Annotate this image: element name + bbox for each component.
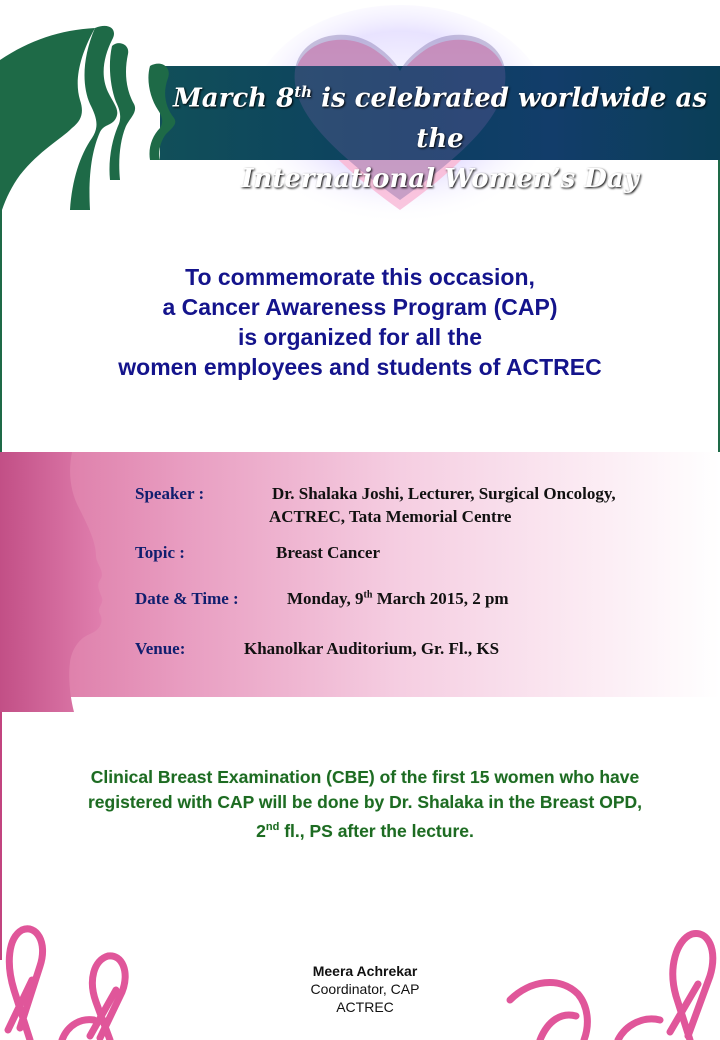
intro-text (60, 262, 660, 382)
page-title (160, 72, 720, 199)
datetime-value (287, 589, 509, 609)
topic-label: Topic : (135, 543, 185, 562)
speaker-label: Speaker : (135, 484, 205, 503)
title-line-1-sup: th (294, 83, 313, 101)
cbe-note (30, 765, 700, 844)
cbe-line-3-sup: nd (265, 821, 280, 833)
title-line-1-pre: March 8 (173, 83, 295, 114)
cbe-line-2: registered with CAP will be done by Dr. Shalaka in the Breast OPD, (88, 792, 642, 812)
pink-ribbon-icon (0, 920, 160, 1040)
coordinator-role: Coordinator, CAP (310, 981, 420, 997)
cbe-line-3 (30, 815, 700, 844)
pink-ribbon-icon (500, 920, 720, 1040)
women-silhouettes-icon (0, 0, 180, 210)
datetime-sup: th (363, 589, 373, 601)
face-profile-icon (0, 452, 130, 712)
coordinator-org: ACTREC (336, 999, 394, 1015)
intro-line-2: a Cancer Awareness Program (CAP) (162, 294, 558, 320)
speaker-value-line-2: ACTREC, Tata Memorial Centre (269, 507, 512, 526)
datetime-post: March 2015, 2 pm (372, 589, 509, 608)
cbe-line-3-post: fl., PS after the lecture. (279, 820, 474, 841)
speaker-value-line-1: Dr. Shalaka Joshi, Lecturer, Surgical Oncology, (272, 484, 616, 503)
coordinator-name: Meera Achrekar (312, 963, 418, 979)
title-line-2: International Women’s Day (241, 163, 639, 194)
cbe-line-1: Clinical Breast Examination (CBE) of the first 15 women who have (90, 767, 640, 787)
topic-value: Breast Cancer (276, 543, 381, 562)
venue-value: Khanolkar Auditorium, Gr. Fl., KS (244, 639, 500, 658)
title-line-1 (160, 72, 720, 159)
header-banner (160, 66, 720, 194)
intro-line-3: is organized for all the (237, 324, 483, 350)
intro-line-1: To commemorate this occasion, (185, 264, 535, 290)
cbe-line-3-pre: 2 (256, 820, 266, 841)
intro-line-4: women employees and students of ACTREC (118, 354, 602, 380)
venue-label: Venue: (135, 639, 186, 658)
datetime-pre: Monday, 9 (287, 589, 364, 608)
signature-block (250, 962, 480, 1016)
title-line-1-post: is celebrated worldwide as the (312, 83, 707, 154)
datetime-label: Date & Time : (135, 589, 239, 608)
